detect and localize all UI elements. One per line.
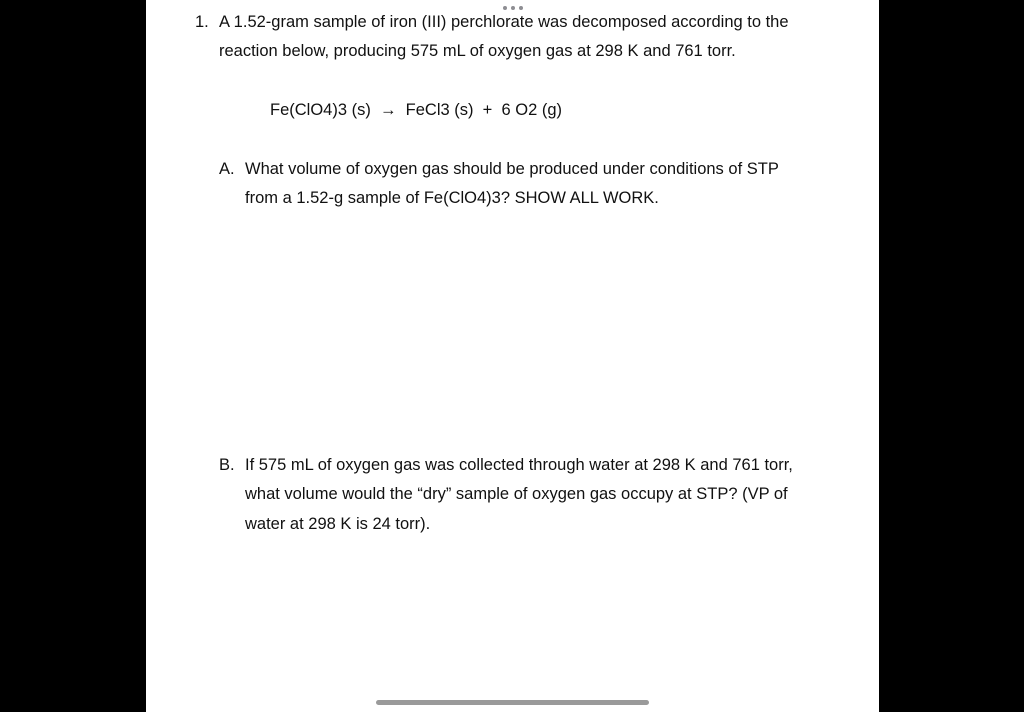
part-a-line-2: from a 1.52-g sample of Fe(ClO4)3? SHOW ALL WORK. [245,189,659,207]
document-page[interactable] [146,0,879,712]
part-b-line-2: what volume would the “dry” sample of oxygen gas occupy at STP? (VP of [245,485,788,503]
question-number: 1. [195,13,209,31]
part-a-label: A. [219,160,235,178]
question-line-2: reaction below, producing 575 mL of oxygen gas at 298 K and 761 torr. [219,42,736,60]
part-b-label: B. [219,456,235,474]
home-indicator[interactable] [376,700,649,705]
part-a-line-1: What volume of oxygen gas should be produced under conditions of STP [245,160,779,178]
reaction-equation: Fe(ClO4)3 (s) → FeCl3 (s) + 6 O2 (g) [270,101,563,119]
part-b-line-1: If 575 mL of oxygen gas was collected through water at 298 K and 761 torr, [245,456,793,474]
part-b-line-3: water at 298 K is 24 torr). [245,515,431,533]
question-line-1: A 1.52-gram sample of iron (III) perchlorate was decomposed according to the [219,13,789,31]
